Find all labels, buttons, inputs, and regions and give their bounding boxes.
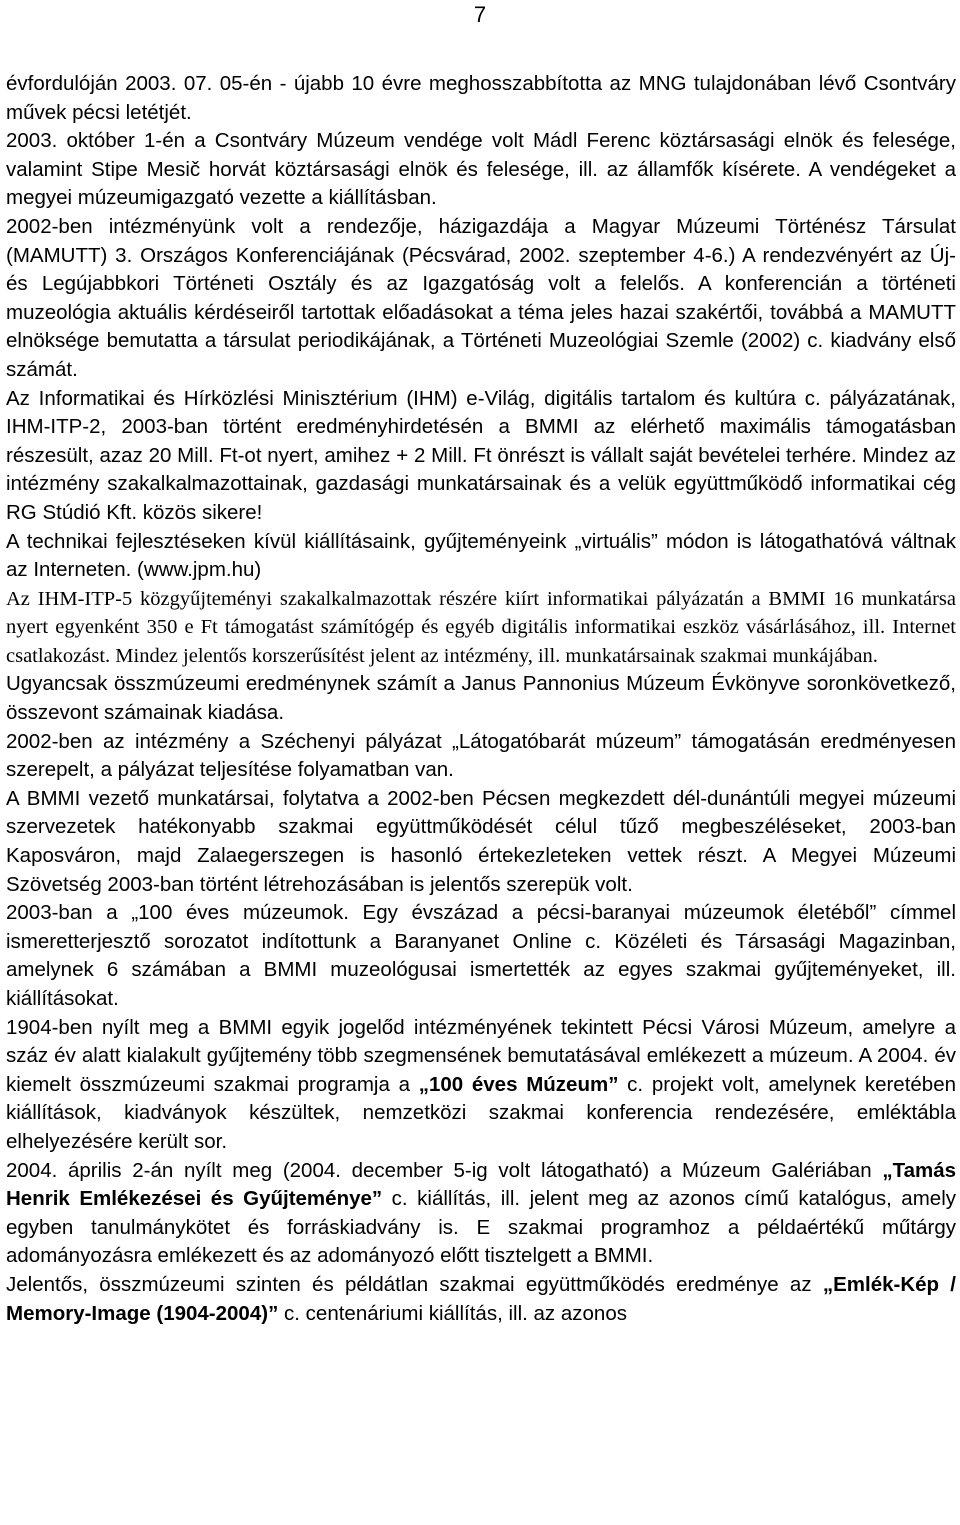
paragraph-12-tail: c. kiállítás, ill. jelent meg az azonos című katalógus, amely egyben tanulmánykötet és forráskiadvány is. E szakmai programhoz a példaértékű műtárgy adományozásra emlékezett és az adományozó előtt tisztelgett a BMMI.	[6, 1187, 956, 1268]
paragraph-10: 2003-ban a „100 éves múzeumok. Egy évszázad a pécsi-baranyai múzeumok életéből” címmel ismeretterjesztő sorozatot indítottunk a Baranyanet Online c. Közéleti és Társasági Magazinban, amelynek 6 számában a BMMI muzeológusai ismertették az egyes szakmai gyűjteményeket, ill. kiállításokat.	[6, 901, 956, 1010]
paragraph-11-tail: c. projekt volt, amelynek keretében kiállítások, kiadványok készültek, nemzetközi szakmai konferencia rendezésére, emléktábla elhelyezésére került sor.	[6, 1072, 957, 1153]
paragraph-6: Az IHM-ITP-5 közgyűjteményi szakalkalmazottak részére kiírt informatikai pályázatán a BMMI 16 munkatársa nyert egyenként 350 e Ft támogatást számítógép és egyéb digitális informatikai eszköz vásárlásához, ill. Internet csatlakozást. Mindez jelentős korszerűsítést jelent az intézmény, ill. munkatársainak szakmai munkájában.	[6, 587, 956, 667]
body-text	[6, 70, 956, 1328]
paragraph-12	[6, 1157, 956, 1271]
paragraph-9: A BMMI vezető munkatársai, folytatva a 2002-ben Pécsen megkezdett dél-dunántúli megyei múzeumi szervezetek hatékonyabb szakmai együttműködését célul tűző megbeszéléseket, 2003-ban Kaposváron, majd Zalaegerszegen is hasonló értekezleteken vettek részt. A Megyei Múzeumi Szövetség 2003-ban történt létrehozásában is jelentős szerepük volt.	[6, 786, 956, 896]
memory-exhibition-title: „Emlék-Kép / Memory-Image (1904-2004)”	[6, 1272, 956, 1325]
paragraph-7: Ugyancsak összmúzeumi eredménynek számít a Janus Pannonius Múzeum Évkönyve soronkövetkező, összevont számainak kiadása.	[6, 672, 956, 725]
paragraph-3: 2002-ben intézményünk volt a rendezője, házigazdája a Magyar Múzeumi Történész Társulat (MAMUTT) 3. Országos Konferenciájának (Pécsvárad, 2002. szeptember 4-6.) A rendezvényért az Új- és Legújabbkori Történeti Osztály és az Igazgatóság volt a felelős. A konferencián a történeti muzeológia aktuális kérdéseiről tartottak előadásokat a téma jeles hazai szakértői, továbbá a MAMUTT elnöksége bemutatta a társulat periodikájának, a Történeti Muzeológiai Szemle (2002) c. kiadvány első számát.	[6, 214, 956, 381]
paragraph-8: 2002-ben az intézmény a Széchenyi pályázat „Látogatóbarát múzeum” támogatásán eredményesen szerepelt, a pályázat teljesítése folyamatban van.	[6, 729, 956, 782]
page-number: 7	[473, 2, 487, 27]
paragraph-1: évfordulóján 2003. 07. 05-én - újabb 10 évre meghosszabbította az MNG tulajdonában lévő Csontváry művek pécsi letétjét.	[6, 72, 956, 124]
paragraph-4: Az Informatikai és Hírközlési Minisztérium (IHM) e-Világ, digitális tartalom és kultúra c. pályázatának, IHM-ITP-2, 2003-ban történt eredményhirdetésén a BMMI az elérhető maximális támogatásban részesült, azaz 20 Mill. Ft-ot nyert, amihez + 2 Mill. Ft önrészt is vállalt saját bevételei terhére. Mindez az intézmény szakalkalmazottainak, gazdasági munkatársainak és a velük együttműködő informatikai cég RG Stúdió Kft. közös sikere!	[6, 386, 956, 524]
program-title: „100 éves Múzeum”	[418, 1072, 619, 1096]
paragraph-13-text: Jelentős, összmúzeumi szinten és példátlan szakmai együttműködés eredménye az	[6, 1272, 823, 1296]
paragraph-12-text: 2004. április 2-án nyílt meg (2004. december 5-ig volt látogatható) a Múzeum Galériában	[6, 1158, 883, 1182]
paragraph-5: A technikai fejlesztéseken kívül kiállításaink, gyűjteményeink „virtuális” módon is látogathatóvá váltnak az Interneten. (www.jpm.hu)	[6, 529, 956, 582]
paragraph-2: 2003. október 1-én a Csontváry Múzeum vendége volt Mádl Ferenc köztársasági elnök és felesége, valamint Stipe Mesič horvát köztársasági elnök és felesége, ill. az államfők kísérete. A vendégeket a megyei múzeumigazgató vezette a kiállításban.	[6, 129, 956, 210]
paragraph-13-tail: c. centenáriumi kiállítás, ill. az azonos	[278, 1301, 627, 1325]
paragraph-11-text: 1904-ben nyílt meg a BMMI egyik jogelőd intézményének tekintett Pécsi Városi Múzeum, amelyre a száz év alatt kialakult gyűjtemény több szegmensének bemutatásával emlékezett a múzeum. A 2004. év kiemelt összmúzeumi szakmai programja a	[6, 1015, 956, 1096]
exhibition-title: „Tamás Henrik Emlékezései és Gyűjteménye”	[6, 1158, 956, 1211]
paragraph-13	[6, 1271, 956, 1328]
paragraph-11	[6, 1014, 956, 1157]
